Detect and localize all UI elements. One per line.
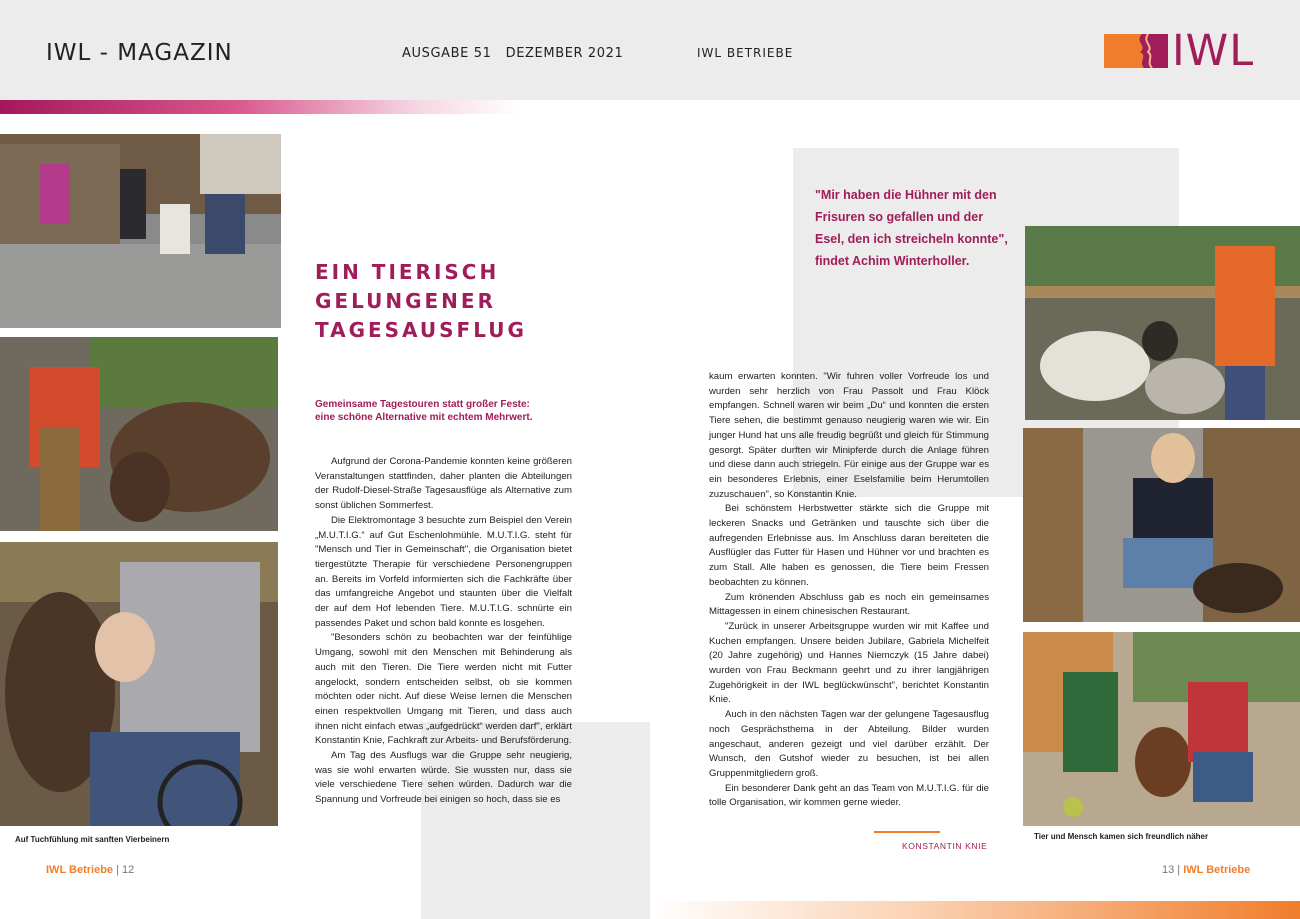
gradient-bar-left (0, 100, 520, 114)
photo-goat-kneeling (1023, 428, 1300, 622)
photo-dog-group (1023, 632, 1300, 826)
paragraph: Aufgrund der Corona-Pandemie konnten keine größeren Veranstaltungen stattfinden, daher planten die Abteilungen der Rudolf-Diesel-Straße Tagesausflüge als Alternative zum sonst üblichen Sommerfest. (315, 456, 572, 512)
paragraph: Zum krönenden Abschluss gab es noch ein gemeinsames Mittagessen in einem chinesischen Restaurant. (709, 591, 989, 618)
paragraph: "Besonders schön zu beobachten war der feinfühlige Umgang, sowohl mit den Menschen mit Behinderung als auch mit den Tieren. Die Tiere werden nicht mit Futter angelockt, sondern entscheiden selbst, ob sie kommen möchten oder nicht. Auf diese Weise lernen die Menschen einen respektvollen Umgang mit Tieren, und dass auch ihnen nicht einfach etwas „aufgedrückt“ werden darf", erklärt Konstantin Knie, Fachkraft zur Arbeits- und Berufsförderung. (315, 632, 572, 747)
paragraph: "Zurück in unserer Arbeitsgruppe wurden wir mit Kaffee und Kuchen empfangen. Unsere beiden Jubilare, Gabriela Michelfeit (20 Jahre zugehörig) und Hannes Niemczyk (15 Jahre dabei) wurden von Frau Beckmann geehrt und zu ihrer langjährigen Zugehörigkeit in der IWL beglückwünscht", berichtet Konstantin Knie. (709, 620, 989, 706)
photo-group-walk (0, 134, 281, 328)
article-column-2 (709, 370, 989, 811)
section-label: IWL BETRIEBE (697, 46, 794, 60)
headline-line: TAGESAUSFLUG (315, 318, 527, 342)
magazine-title: IWL - MAGAZIN (46, 40, 233, 66)
footer-brand-left: IWL Betriebe (46, 864, 114, 876)
paragraph: Auch in den nächsten Tagen war der gelungene Tagesausflug noch Gesprächsthema in der Abteilung. Bilder wurden angeschaut, anderen gezeigt und viel darüber erzählt. Der Wunsch, den Gutshof wieder zu besuchen, ist bei allen Gruppenmitgliedern groß. (709, 709, 989, 779)
lead-line: eine schöne Alternative mit echtem Mehrwert. (315, 412, 533, 423)
photo-sheep-fence (1025, 226, 1300, 420)
paragraph: Bei schönstem Herbstwetter stärkte sich die Gruppe mit leckeren Snacks und Getränken und tauschte sich über die aufregenden Erlebnisse aus. Im Anschluss daran bereiteten die Ausflügler das Futter für Hasen und Hühner vor und brachten es zum Stall. Alle haben es genossen, die Tiere beim Fressen beobachten zu können. (709, 503, 989, 588)
article-column-1 (315, 455, 572, 808)
lead-line: Gemeinsame Tagestouren statt großer Feste: (315, 399, 530, 410)
photo-donkey-fence (0, 337, 278, 531)
pull-quote: "Mir haben die Hühner mit den Frisuren so gefallen und der Esel, den ich streicheln konnte", findet Achim Winterholler. (815, 188, 1008, 268)
page-number-left (46, 864, 134, 876)
footer-brand-right: IWL Betriebe (1183, 864, 1251, 876)
paragraph: kaum erwarten konnten. "Wir fuhren voller Vorfreude los und wurden sehr herzlich von Frau Passolt und Frau Klöck empfangen. Schnell waren wir beim „Du“ und konnten die ersten Tiere sehen, die bestimmt genauso neugierig waren wie wir. Ein junger Hund hat uns alle freudig begrüßt und gleich für Stimmung gesorgt. Später durften wir Minipferde durch die Anlage führen und diese dann auch striegeln. Für einige aus der Gruppe war es ein besonderes Erlebnis, einer Eselsfamilie beim Herumtollen zuzuschauen", so Konstantin Knie. (709, 371, 989, 500)
logo-face-icon (1104, 34, 1168, 68)
page-number-right (1162, 864, 1250, 876)
footer-page-left: | 12 (116, 864, 135, 876)
gradient-bar-right (650, 901, 1300, 919)
photo-donkey-wheelchair (0, 542, 278, 826)
article-headline (315, 258, 527, 345)
logo-text: IWL (1172, 26, 1255, 76)
caption-left: Auf Tuchfühlung mit sanften Vierbeinern (15, 835, 170, 844)
headline-line: GELUNGENER (315, 289, 496, 313)
article-lead (315, 398, 532, 424)
author-rule (874, 831, 940, 833)
issue-date: AUSGABE 51 DEZEMBER 2021 (402, 46, 624, 61)
article-author: KONSTANTIN KNIE (902, 841, 988, 851)
caption-right: Tier und Mensch kamen sich freundlich näher (1034, 832, 1209, 841)
paragraph: Die Elektromontage 3 besuchte zum Beispiel den Verein „M.U.T.I.G.“ auf Gut Eschenlohmühle. M.U.T.I.G. steht für "Mensch und Tier in Gemeinschaft", die Organisation bietet tiergestützte Therapie für verschiedene Personengruppen an. Bereits im Vorfeld informierten sich die Fachkräfte über das umfangreiche Angebot und staunten über die Vielfalt der auf dem Hof lebenden Tiere. M.U.T.I.G. schnürte ein passendes Paket und schon bald konnte es losgehen. (315, 514, 572, 629)
footer-page-right: 13 | (1162, 864, 1181, 876)
headline-line: EIN TIERISCH (315, 260, 500, 284)
logo-mark (1104, 34, 1168, 68)
paragraph: Am Tag des Ausflugs war die Gruppe sehr neugierig, was sie wohl erwarten würde. Sie wussten nur, dass sie viele verschiedene Tiere sehen würden. Dadurch war die Spannung und Vorfreude bei einigen so hoch, dass sie es (315, 750, 572, 806)
paragraph: Ein besonderer Dank geht an das Team von M.U.T.I.G. für die tolle Organisation, wir kommen gerne wieder. (709, 782, 989, 809)
